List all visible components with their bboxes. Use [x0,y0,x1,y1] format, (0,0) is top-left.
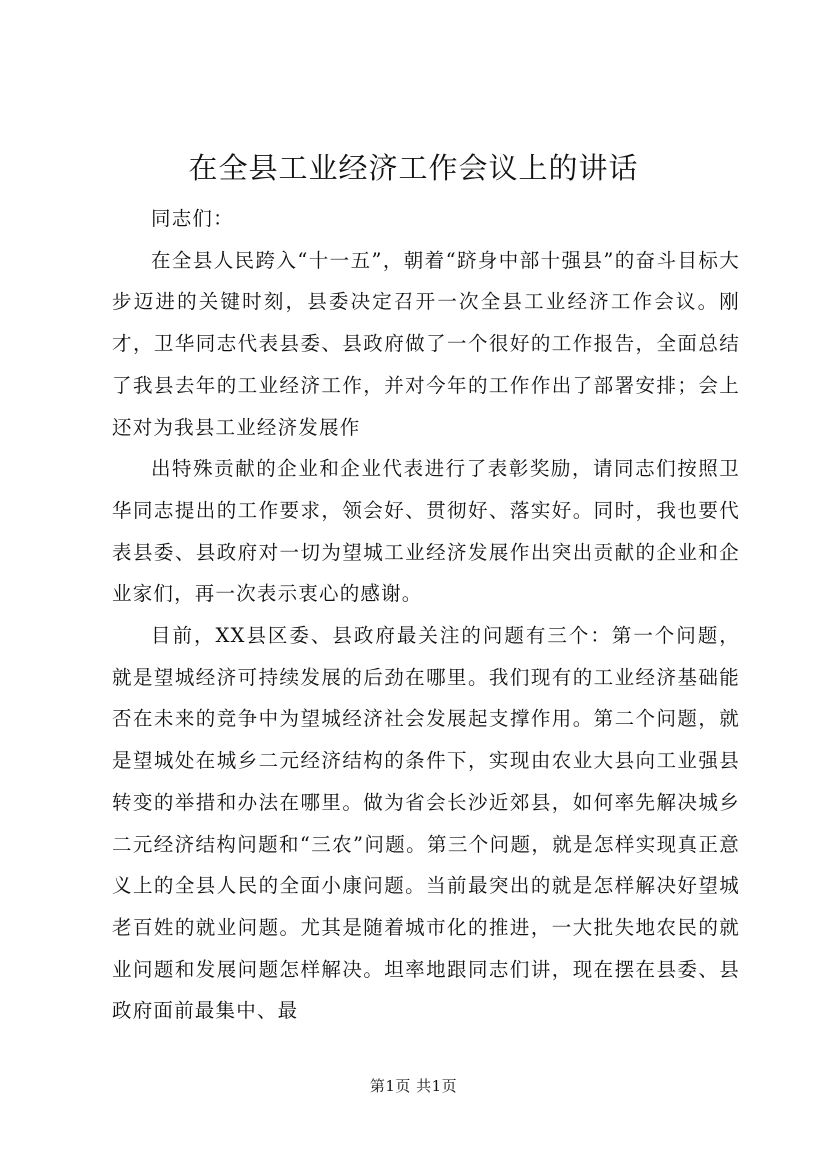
page-number: 第1页 共1页 [369,1077,458,1095]
document-body [112,198,740,1032]
paragraph-3: 目前，XX县区委、县政府最关注的问题有三个：第一个问题，就是望城经济可持续发展的后劲在哪里。我们现有的工业经济基础能否在未来的竞争中为望城经济社会发展起支撑作用。第二个问题，就是望城处在城乡二元经济结构的条件下，实现由农业大县向工业强县转变的举措和办法在哪里。做为省会长沙近郊县，如何率先解决城乡二元经济结构问题和“三农”问题。第三个问题，就是怎样实现真正意义上的全县人民的全面小康问题。当前最突出的就是怎样解决好望城老百姓的就业问题。尤其是随着城市化的推进，一大批失地农民的就业问题和发展问题怎样解决。坦率地跟同志们讲，现在摆在县委、县政府面前最集中、最 [112,624,740,1023]
document-title: 在全县工业经济工作会议上的讲话 [188,151,639,185]
salutation: 同志们： [151,207,234,230]
paragraph-1: 在全县人民跨入“十一五”，朝着“跻身中部十强县”的奋斗目标大步迈进的关键时刻，县委决定召开一次全县工业经济工作会议。刚才，卫华同志代表县委、县政府做了一个很好的工作报告，全面总结了我县去年的工业经济工作，并对今年的工作作出了部署安排；会上还对为我县工业经济发展作 [112,248,740,439]
paragraph-2: 出特殊贡献的企业和企业代表进行了表彰奖励，请同志们按照卫华同志提出的工作要求，领会好、贯彻好、落实好。同时，我也要代表县委、县政府对一切为望城工业经济发展作出突出贡献的企业和企业家们，再一次表示衷心的感谢。 [112,457,740,606]
